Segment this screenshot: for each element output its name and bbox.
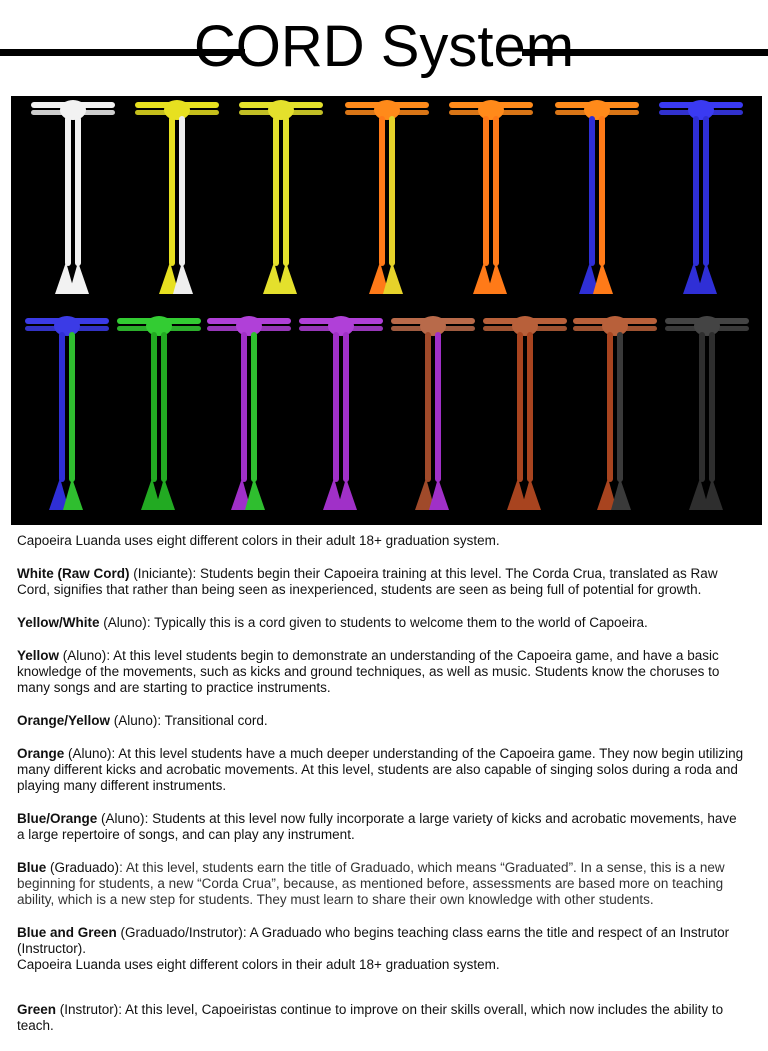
cord-row2-0 [25, 316, 109, 510]
cord-row1-5 [555, 100, 639, 294]
level-description: : At this level students begin to demonstrate an understanding of the Capoeira game, and have a basic knowledge of the movements, such as kicks and ground techniques, as well as music. Students know the choruses to many songs and are starting to practice instruments. [17, 648, 720, 695]
level-rank: (Aluno) [99, 615, 147, 630]
level-blue [17, 860, 747, 908]
level-name: Blue [17, 860, 47, 875]
level-name-second: /White [59, 615, 100, 630]
page-title: CORD System [193, 14, 575, 79]
level-description: : At this level, Capoeiristas continue to improve on their skills overall, which now includes the ability to teach. [17, 1002, 724, 1033]
cord-row1-2 [239, 100, 323, 294]
level-name: Orange [17, 746, 65, 761]
level-name: Yellow [17, 648, 60, 663]
cord-row2-6 [573, 316, 657, 510]
level-orange-yellow [17, 713, 747, 729]
level-description: : Students at this level now fully incorporate a large variety of kicks and acrobatic movements, have a large repertoire of songs, and can play any instrument. [17, 811, 737, 842]
cords-photo [11, 96, 762, 525]
cord-row1-3 [345, 100, 429, 294]
level-extra-note: Capoeira Luanda uses eight different colors in their adult 18+ graduation system. [17, 957, 500, 972]
cord-row2-4 [391, 316, 475, 510]
cord-row1-6 [659, 100, 743, 294]
level-blue-green [17, 925, 747, 973]
level-blue-orange [17, 811, 747, 843]
level-name: White (Raw Cord) [17, 566, 130, 581]
level-orange [17, 746, 747, 794]
intro-paragraph: Capoeira Luanda uses eight different colors in their adult 18+ graduation system. [17, 533, 500, 548]
cord-row2-3 [299, 316, 383, 510]
level-white [17, 566, 747, 598]
level-rank: (Aluno) [97, 811, 145, 826]
level-rank: (Aluno) [59, 648, 107, 663]
level-name: Blue/Orange [17, 811, 98, 826]
cords-illustration [11, 96, 762, 525]
level-description: : Transitional cord. [157, 713, 268, 728]
level-rank: (Graduado/Instrutor) [116, 925, 243, 940]
level-description: : At this level students have a much deeper understanding of the Capoeira game. They now begin utilizing many different kicks and acrobatic movements. At this level, students are also capable of singing solos during a roda and playing many different instruments. [17, 746, 744, 793]
level-yellow [17, 648, 747, 696]
level-name: Blue and Green [17, 925, 117, 940]
level-description: : Typically this is a cord given to students to welcome them to the world of Capoeira. [146, 615, 648, 630]
document-body [17, 533, 747, 1051]
level-name: Orange [17, 713, 65, 728]
cord-row1-0 [31, 100, 115, 294]
cord-row1-1 [135, 100, 219, 294]
cord-row1-4 [449, 100, 533, 294]
level-rank: (Aluno) [64, 746, 112, 761]
level-rank: (Instrutor) [56, 1002, 119, 1017]
level-name-second: /Yellow [64, 713, 111, 728]
cord-row2-5 [483, 316, 567, 510]
level-yellow-white [17, 615, 747, 631]
level-description: : At this level, students earn the title of Graduado, which means “Graduated”. In a sense, this is a new beginning for students, a new “Corda Crua”, because, as mentioned before, assessments are based more on teaching ability, which is a new step for students. They must learn to share their own knowledge with other students. [17, 860, 725, 907]
level-description: : A Graduado who begins teaching class earns the title and respect of an Instrutor (Instructor). [17, 925, 730, 956]
cord-row2-7 [665, 316, 749, 510]
level-name: Green [17, 1002, 57, 1017]
level-rank: (Aluno) [110, 713, 158, 728]
level-rank: (Iniciante) [129, 566, 193, 581]
cord-row2-2 [207, 316, 291, 510]
cord-row2-1 [117, 316, 201, 510]
level-rank: (Graduado) [46, 860, 120, 875]
level-name: Yellow [17, 615, 60, 630]
level-description: : Students begin their Capoeira training at this level. The Corda Crua, translated as Raw Cord, signifies that rather than being seen as inexperienced, students are seen as being full of potential for growth. [17, 566, 718, 597]
level-green [17, 1002, 747, 1034]
